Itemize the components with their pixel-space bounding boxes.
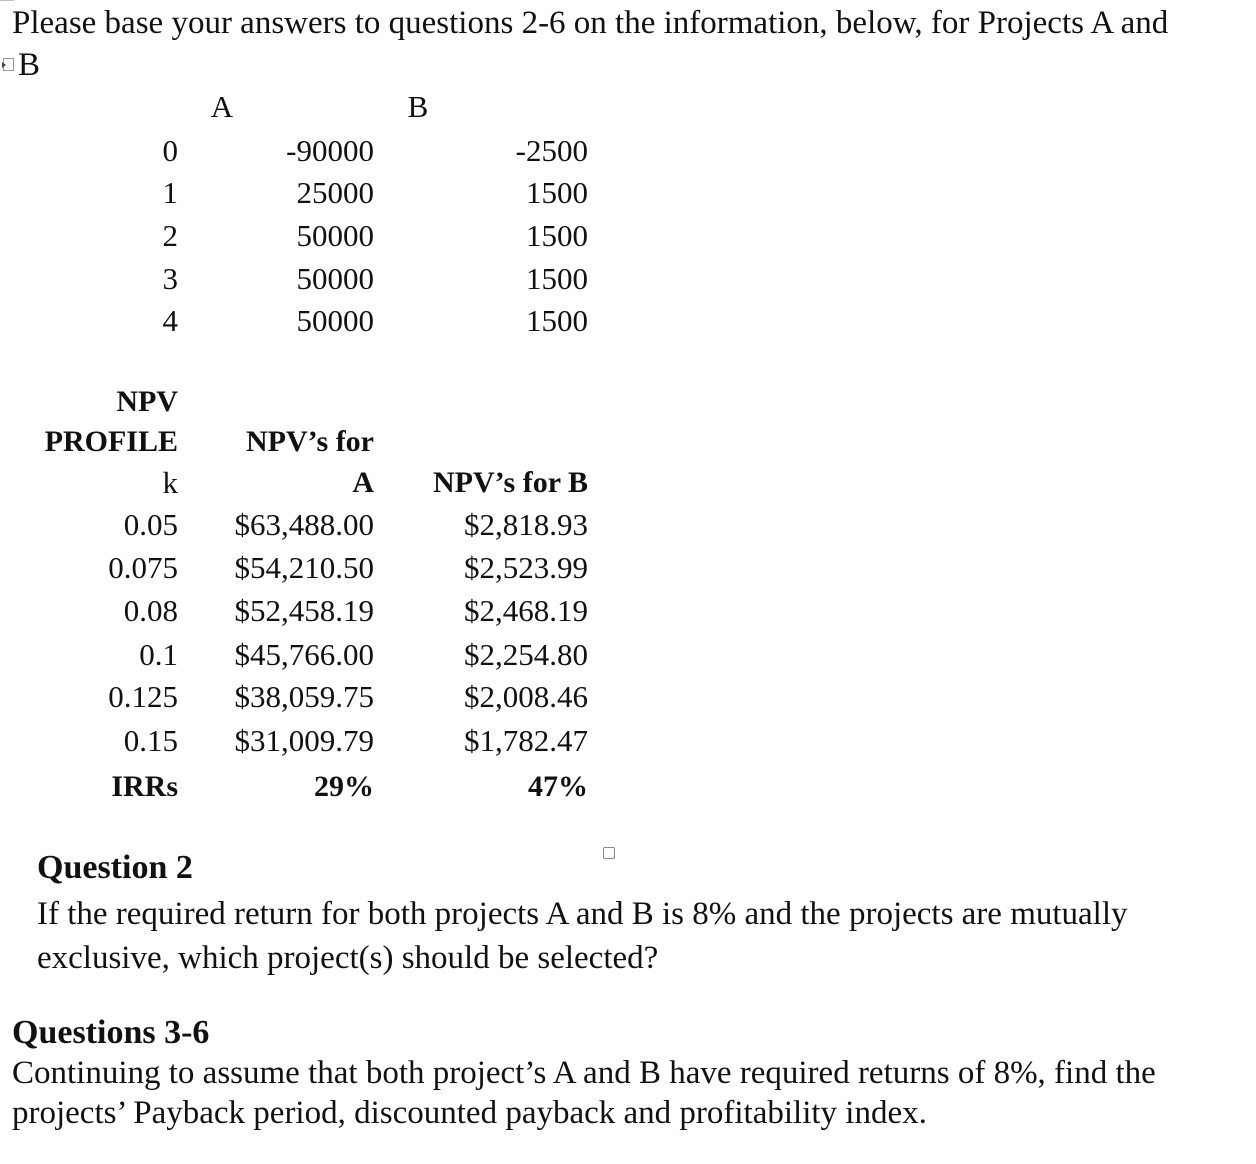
npv-b-cell: $2,523.99 [464,550,588,585]
irr-a-value: 29% [314,770,374,803]
project-b-cash-cell: 1500 [526,261,588,296]
npv-b-cell: $2,254.80 [464,637,588,672]
npv-a-header-line-2: A [352,466,374,499]
k-header: k [162,465,178,500]
npv-a-cell: $52,458.19 [234,593,374,628]
project-b-cash-cell: 1500 [526,303,588,338]
year-cell: 3 [162,261,178,296]
project-a-cash-cell: 50000 [296,261,374,296]
npv-b-header: NPV’s for B [433,466,588,499]
intro-line-2: B [18,47,41,83]
project-a-cash-cell: -90000 [286,133,374,168]
project-a-cash-cell: 50000 [296,303,374,338]
rate-cell: 0.08 [123,593,178,628]
npv-b-cell: $2,008.46 [464,679,588,714]
checkbox-icon[interactable] [603,847,615,859]
irr-b-value: 47% [528,770,588,803]
npv-a-cell: $31,009.79 [234,723,374,758]
project-a-cash-cell: 50000 [296,218,374,253]
question-2-heading: Question 2 [37,849,193,886]
npv-a-cell: $38,059.75 [234,679,374,714]
rate-cell: 0.125 [108,679,178,714]
project-a-cash-cell: 25000 [296,175,374,210]
npv-b-cell: $1,782.47 [464,723,588,758]
column-header-b: B [407,89,429,124]
rate-cell: 0.05 [123,507,178,542]
rate-cell: 0.075 [108,550,178,585]
anchor-handle-icon[interactable] [3,58,14,71]
questions-3-6-line-1: Continuing to assume that both project’s A and B have required returns of 8%, find the [12,1055,1156,1091]
project-b-cash-cell: -2500 [515,133,588,168]
question-2-line-1: If the required return for both projects A and B is 8% and the projects are mutually [37,896,1128,932]
questions-3-6-line-2: projects’ Payback period, discounted payback and profitability index. [12,1095,927,1131]
question-2-text [37,892,1237,980]
intro-paragraph [12,2,1248,86]
column-header-a: A [210,89,234,124]
questions-3-6-heading: Questions 3-6 [12,1014,210,1051]
project-b-cash-cell: 1500 [526,175,588,210]
rate-cell: 0.1 [139,637,178,672]
npv-a-cell: $54,210.50 [234,550,374,585]
npv-a-cell: $63,488.00 [234,507,374,542]
npv-profile-title-line-1: NPV [116,385,178,418]
npv-a-header-line-1: NPV’s for [245,425,374,458]
question-2-line-2: exclusive, which project(s) should be selected? [37,940,659,976]
intro-line-1: Please base your answers to questions 2-6 on the information, below, for Projects A and [12,5,1169,41]
irr-label: IRRs [111,770,178,803]
project-b-cash-cell: 1500 [526,218,588,253]
year-cell: 0 [162,133,178,168]
npv-profile-title-line-2: PROFILE [44,425,178,458]
year-cell: 4 [162,303,178,338]
npv-a-cell: $45,766.00 [234,637,374,672]
year-cell: 1 [162,175,178,210]
questions-3-6-text [12,1053,1248,1133]
rate-cell: 0.15 [123,723,178,758]
year-cell: 2 [162,218,178,253]
npv-b-cell: $2,468.19 [464,593,588,628]
npv-b-cell: $2,818.93 [464,507,588,542]
